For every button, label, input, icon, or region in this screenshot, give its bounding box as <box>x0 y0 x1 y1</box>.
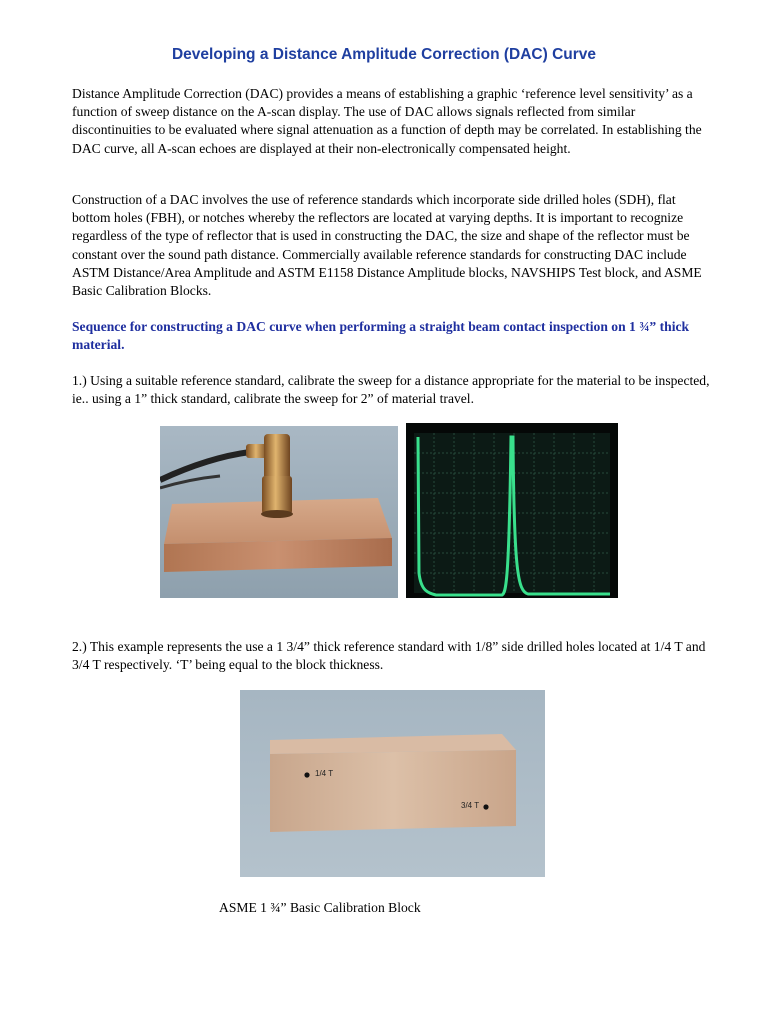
sequence-heading: Sequence for constructing a DAC curve when performing a straight beam contact inspection on 1 ¾” thick material. <box>72 319 690 353</box>
calibration-block-photo <box>240 690 545 877</box>
three-quarter-t-label: 3/4 T <box>461 801 480 810</box>
a-scan-display-photo <box>406 423 618 598</box>
quarter-t-label: 1/4 T <box>315 769 334 778</box>
transducer-on-block-photo <box>160 426 398 598</box>
step-2-text: 2.) This example represents the use a 1 3/4” thick reference standard with 1/8” side drilled holes located at 1/4 T and 3/4 T respectively. ‘T’ being equal to the block thickness. <box>72 639 706 673</box>
figure-caption: ASME 1 ¾” Basic Calibration Block <box>219 900 421 915</box>
page-title: Developing a Distance Amplitude Correction (DAC) Curve <box>171 46 597 63</box>
step-1-text: 1.) Using a suitable reference standard, calibrate the sweep for a distance appropriate for the material to be inspected, ie.. using a 1” thick standard, calibrate the sweep for 2” of material travel. <box>72 373 710 407</box>
construction-paragraph: Construction of a DAC involves the use of reference standards which incorporate side drilled holes (SDH), flat bottom holes (FBH), or notches whereby the reflectors are located at varying depths. It is important to recognize regardless of the type of reflector that is used in constructing the DAC, the size and shape of the reflector must be constant over the sound path distance. Commercially available reference standards for constructing DAC include ASTM Distance/Area Amplitude and ASTM E1158 Distance Amplitude blocks, NAVSHIPS Test block, and ASME Basic Calibration Blocks. <box>72 192 702 299</box>
intro-paragraph: Distance Amplitude Correction (DAC) provides a means of establishing a graphic ‘reference level sensitivity’ as a function of sweep distance on the A-scan display. The use of DAC allows signals reflected from similar discontinuities to be evaluated where signal attenuation as a function of depth may be correlated. In establishing the DAC curve, all A-scan echoes are displayed at their non-electronically compensated height. <box>72 86 702 156</box>
